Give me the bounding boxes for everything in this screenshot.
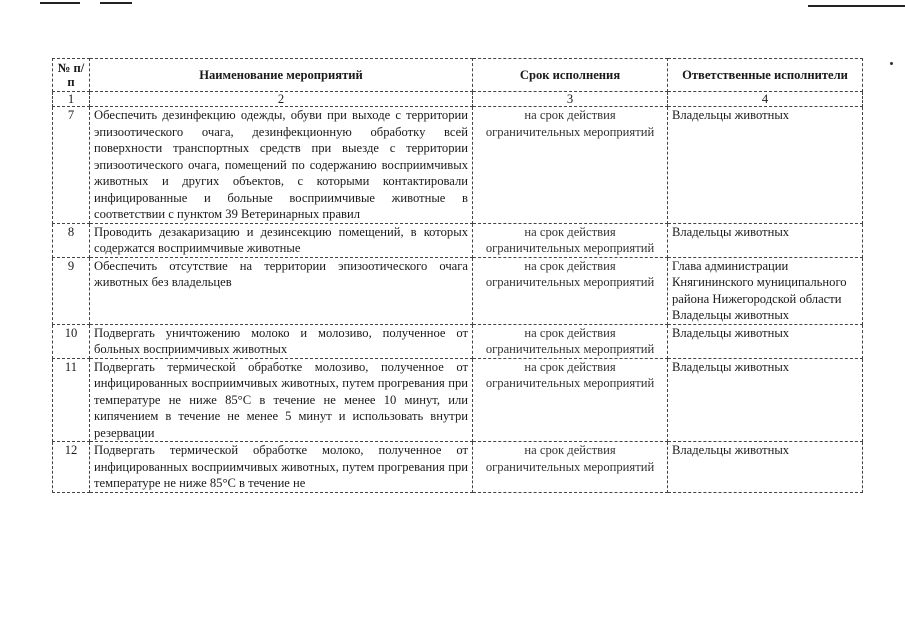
measure-description: Подвергать уничтожению молоко и молозиво, полученное от больных восприимчивых животных (90, 324, 473, 358)
scan-mark-top-right (808, 5, 905, 7)
scan-mark-top-center (100, 2, 132, 4)
scan-speck (890, 62, 893, 65)
measures-table (52, 58, 863, 493)
column-number-row (53, 92, 863, 107)
table-row (53, 223, 863, 257)
header-term: Срок исполнения (473, 59, 668, 92)
row-number: 10 (53, 324, 90, 358)
table-row (53, 257, 863, 324)
execution-term: на срок действия ограничительных мероприятий (473, 358, 668, 442)
header-responsible: Ответственные исполнители (668, 59, 863, 92)
execution-term: на срок действия ограничительных мероприятий (473, 257, 668, 324)
row-number: 11 (53, 358, 90, 442)
table-row (53, 358, 863, 442)
measure-description: Обеспечить отсутствие на территории эпизоотического очага животных без владельцев (90, 257, 473, 324)
responsible-party: Владельцы животных (668, 324, 863, 358)
column-index: 2 (90, 92, 473, 107)
measure-description: Подвергать термической обработке молоко, полученное от инфицированных восприимчивых животных, путем прогревания при температуре не ниже 85°С в течение не (90, 442, 473, 493)
row-number: 12 (53, 442, 90, 493)
row-number: 7 (53, 107, 90, 224)
execution-term: на срок действия ограничительных мероприятий (473, 324, 668, 358)
responsible-party: Глава администрации Княгининского муниципального района Нижегородской области Владельцы животных (668, 257, 863, 324)
responsible-party: Владельцы животных (668, 223, 863, 257)
measure-description: Обеспечить дезинфекцию одежды, обуви при выходе с территории эпизоотического очага, дезинфекционную обработку всей поверхности транспортных средств при выезде с территории эпизоотического очага, помещений по содержанию восприимчивых животных и других объектов, с которыми контактировали инфицированные и больные восприимчивые животные в соответствии с пунктом 39 Ветеринарных правил (90, 107, 473, 224)
responsible-party: Владельцы животных (668, 442, 863, 493)
row-number: 9 (53, 257, 90, 324)
execution-term: на срок действия ограничительных мероприятий (473, 107, 668, 224)
header-name: Наименование мероприятий (90, 59, 473, 92)
header-number: № п/п (53, 59, 90, 92)
column-index: 4 (668, 92, 863, 107)
measure-description: Подвергать термической обработке молозиво, полученное от инфицированных восприимчивых животных, путем прогревания при температуре не ниже 85°С в течение не менее 10 минут, или кипячением в течение не менее 5 минут и использовать внутри резервации (90, 358, 473, 442)
execution-term: на срок действия ограничительных мероприятий (473, 223, 668, 257)
column-index: 1 (53, 92, 90, 107)
measure-description: Проводить дезакаризацию и дезинсекцию помещений, в которых содержатся восприимчивые животные (90, 223, 473, 257)
column-index: 3 (473, 92, 668, 107)
responsible-party: Владельцы животных (668, 358, 863, 442)
table-row (53, 442, 863, 493)
table-header-row (53, 59, 863, 92)
responsible-party: Владельцы животных (668, 107, 863, 224)
execution-term: на срок действия ограничительных мероприятий (473, 442, 668, 493)
table-row (53, 324, 863, 358)
table-row (53, 107, 863, 224)
scan-mark-top-left (40, 2, 80, 4)
row-number: 8 (53, 223, 90, 257)
